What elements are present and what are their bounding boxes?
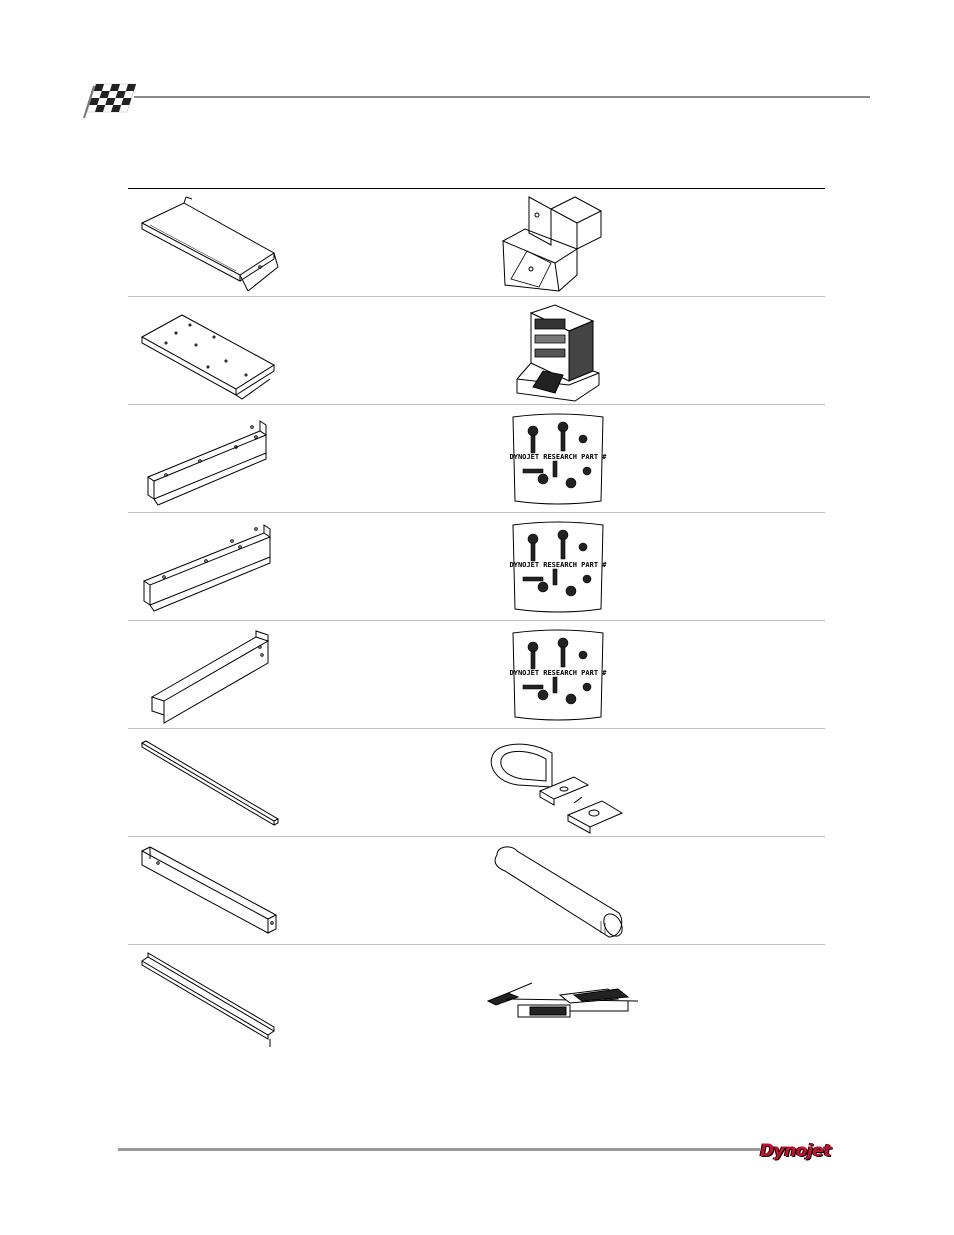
footer-rule [118, 1148, 760, 1151]
z-channel-bracket-long-icon [136, 519, 286, 615]
svg-text:DYNOJET RESEARCH PART #: DYNOJET RESEARCH PART # [509, 453, 607, 461]
checkered-flag-icon [80, 78, 136, 120]
table-row [128, 729, 825, 837]
hardware-bag-icon [483, 625, 633, 725]
table-row [128, 945, 825, 1052]
header-rule [134, 96, 870, 98]
z-channel-bracket-icon [136, 411, 286, 507]
table-row [128, 189, 825, 297]
table-row [128, 405, 825, 513]
table-row [128, 297, 825, 405]
table-row [128, 513, 825, 621]
svg-text:DYNOJET RESEARCH PART #: DYNOJET RESEARCH PART # [509, 561, 607, 569]
long-square-rail-icon [136, 735, 286, 831]
svg-text:DYNOJET RESEARCH PART #: DYNOJET RESEARCH PART # [509, 669, 607, 677]
angle-channel-bracket-icon [136, 627, 286, 723]
table-row [128, 621, 825, 729]
cabinet-stand-icon [483, 193, 633, 293]
long-angle-rail-icon [136, 951, 286, 1047]
hardware-bag-icon [483, 409, 633, 509]
electronics-module-icon [483, 301, 633, 401]
dynojet-logo: Dynojet [760, 1141, 831, 1161]
table-row [128, 837, 825, 945]
tie-down-strap-icon [478, 733, 638, 833]
drive-cover-panel-icon [136, 195, 286, 291]
flat-cover-plate-icon [136, 303, 286, 399]
rolled-tube-icon [483, 841, 633, 941]
long-c-channel-icon [136, 843, 286, 939]
hardware-bag-icon [483, 517, 633, 617]
battery-clamp-cable-icon [478, 949, 638, 1049]
